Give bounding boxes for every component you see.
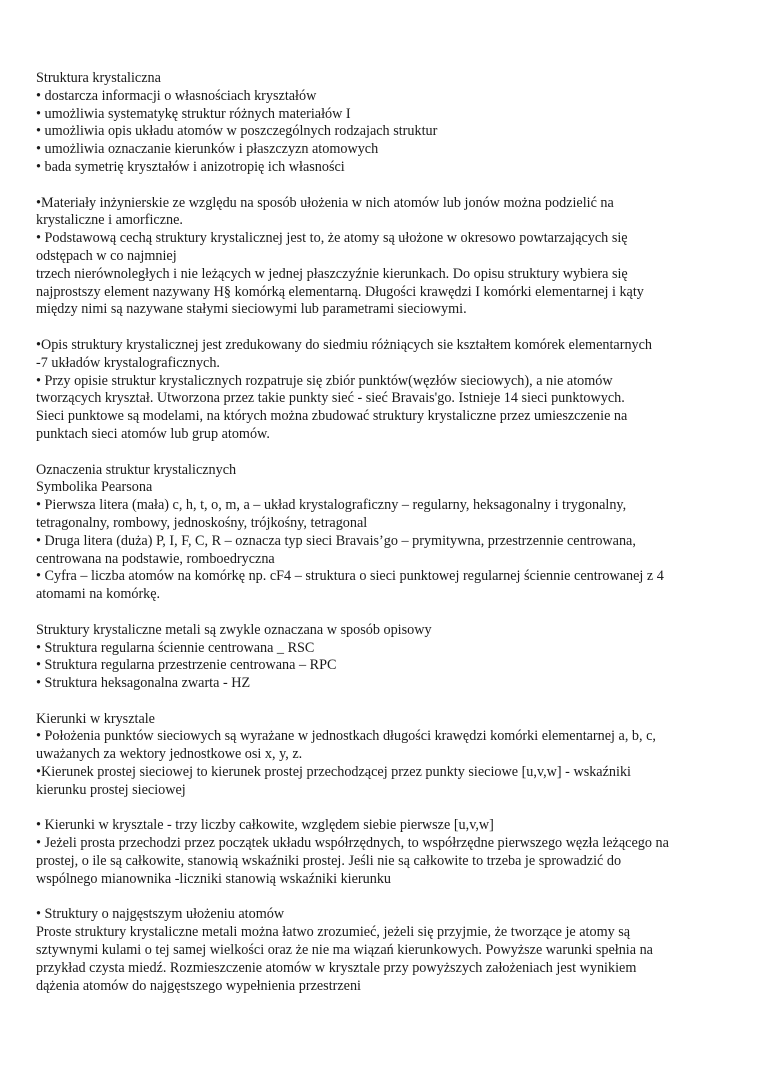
text-line: Kierunki w krysztale (36, 710, 155, 727)
text-line: Proste struktury krystaliczne metali można łatwo zrozumieć, jeżeli się przyjmie, że tworzące je atomy są (36, 924, 631, 941)
blank-line (36, 604, 736, 622)
text-line: Oznaczenia struktur krystalicznych (36, 461, 237, 478)
text-line: • umożliwia oznaczanie kierunków i płaszczyzn atomowych (36, 141, 379, 158)
text-line: najprostszy element nazywany H§ komórką elementarną. Długości krawędzi I komórki elementarnej i kąty (36, 283, 644, 300)
text-line: • Struktura regularna przestrzenie centrowana – RPC (36, 657, 337, 674)
text-line: atomami na komórkę. (36, 586, 161, 603)
text-line: • Struktura heksagonalna zwarta - HZ (36, 675, 251, 692)
text-line: Struktury krystaliczne metali są zwykle oznaczana w sposób opisowy (36, 621, 432, 638)
text-line: Symbolika Pearsona (36, 479, 153, 496)
text-line: między nimi są nazywane stałymi sieciowymi lub parametrami sieciowymi. (36, 301, 467, 318)
text-line: •Materiały inżynierskie ze względu na sposób ułożenia w nich atomów lub jonów można podzielić na (36, 194, 614, 211)
text-line: krystaliczne i amorficzne. (36, 212, 183, 229)
text-line: -7 układów krystalograficznych. (36, 354, 220, 371)
text-line: sztywnymi kulami o tej samej wielkości oraz że nie ma wiązań kierunkowych. Powyższe warunki spełnia na (36, 942, 653, 959)
text-line: przykład czysta miedź. Rozmieszczenie atomów w krysztale przy powyższych założeniach jest wynikiem (36, 959, 637, 976)
blank-line (36, 800, 736, 818)
text-line: • umożliwia systematykę struktur różnych materiałów I (36, 105, 351, 122)
blank-line (36, 889, 736, 907)
text-line: trzech nierównoległych i nie leżących w jednej płaszczyźnie kierunkach. Do opisu struktury wybiera się (36, 265, 628, 282)
text-line: punktach sieci atomów lub grup atomów. (36, 425, 270, 442)
text-line: • Kierunki w krysztale - trzy liczby całkowite, względem siebie pierwsze [u,v,w] (36, 817, 494, 834)
text-line: odstępach w co najmniej (36, 247, 177, 264)
text-line: dążenia atomów do najgęstszego wypełnienia przestrzeni (36, 977, 362, 994)
blank-line (36, 319, 736, 337)
text-line: wspólnego mianownika -liczniki stanowią wskaźniki kierunku (36, 870, 392, 887)
document-page (36, 70, 736, 995)
text-line: • Przy opisie struktur krystalicznych rozpatruje się zbiór punktów(węzłów sieciowych), a nie atomów (36, 372, 613, 389)
text-line: •Kierunek prostej sieciowej to kierunek prostej przechodzącej przez punkty sieciowe [u,v,w] - wskaźniki (36, 764, 631, 781)
text-line: Struktura krystaliczna (36, 70, 161, 86)
text-line: •Opis struktury krystalicznej jest zredukowany do siedmiu różniących sie kształtem komórek elementarnych (36, 336, 653, 353)
text-line: uważanych za wektory jednostkowe osi x, y, z. (36, 746, 303, 763)
blank-line (36, 444, 736, 462)
text-line: kierunku prostej sieciowej (36, 781, 186, 798)
text-line: • Struktury o najgęstszym ułożeniu atomów (36, 906, 285, 923)
text-line: • bada symetrię kryształów i anizotropię ich własności (36, 158, 345, 175)
text-line: tetragonalny, rombowy, jednoskośny, trójkośny, tetragonal (36, 514, 368, 531)
blank-line (36, 693, 736, 711)
text-line: • dostarcza informacji o własnościach kryształów (36, 87, 317, 104)
text-line: • Struktura regularna ściennie centrowana _ RSC (36, 639, 315, 656)
text-line: • Pierwsza litera (mała) c, h, t, o, m, a – układ krystalograficzny – regularny, heksagonalny i trygonalny, (36, 497, 627, 514)
text-line: • Jeżeli prosta przechodzi przez początek układu współrzędnych, to współrzędne pierwszego węzła leżącego na (36, 835, 669, 852)
text-line: • Podstawową cechą struktury krystalicznej jest to, że atomy są ułożone w okresowo powtarzających się (36, 230, 628, 247)
text-line: • Druga litera (duża) P, I, F, C, R – oznacza typ sieci Bravais’go – prymitywna, przestrzennie centrowana, (36, 532, 636, 549)
text-line: • Cyfra – liczba atomów na komórkę np. cF4 – struktura o sieci punktowej regularnej ściennie centrowanej z 4 (36, 568, 664, 585)
blank-line (36, 177, 736, 195)
text-line: • Położenia punktów sieciowych są wyrażane w jednostkach długości krawędzi komórki elementarnej a, b, c, (36, 728, 656, 745)
text-line: centrowana na podstawie, romboedryczna (36, 550, 275, 567)
text-line: Sieci punktowe są modelami, na których można zbudować struktury krystaliczne przez umieszczenie na (36, 408, 628, 425)
text-line: tworzących kryształ. Utworzona przez takie punkty sieć - sieć Bravais'go. Istnieje 14 sieci punktowych. (36, 390, 625, 407)
text-line: • umożliwia opis układu atomów w poszczególnych rodzajach struktur (36, 123, 438, 140)
text-line: prostej, o ile są całkowite, stanowią wskaźniki prostej. Jeśli nie są całkowite to trzeba je sprowadzić do (36, 853, 622, 870)
